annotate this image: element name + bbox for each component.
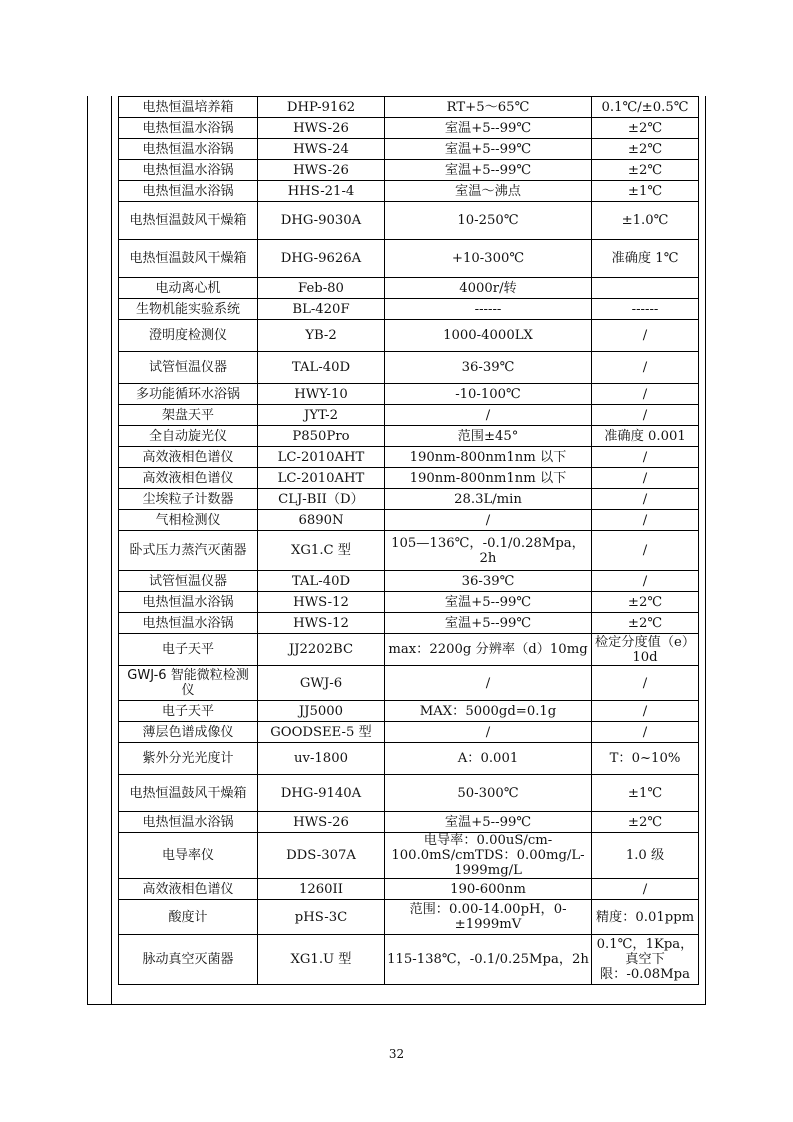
cell-name: 生物机能实验系统: [119, 299, 258, 320]
cell-name: 电子天平: [119, 701, 258, 722]
cell-accuracy: ±2℃: [592, 812, 699, 833]
cell-range: 室温+5--99℃: [385, 118, 592, 139]
cell-range: 1000-4000LX: [385, 320, 592, 352]
cell-accuracy: [592, 278, 699, 299]
cell-range: /: [385, 666, 592, 701]
cell-accuracy: /: [592, 531, 699, 571]
cell-name: 卧式压力蒸汽灭菌器: [119, 531, 258, 571]
cell-model: 1260II: [258, 879, 385, 900]
cell-model: XG1.C 型: [258, 531, 385, 571]
cell-name: 尘埃粒子计数器: [119, 489, 258, 510]
cell-model: GOODSEE-5 型: [258, 722, 385, 743]
cell-range: 36-39℃: [385, 571, 592, 592]
cell-model: JJ2202BC: [258, 634, 385, 666]
table-row: [119, 722, 699, 743]
cell-model: YB-2: [258, 320, 385, 352]
cell-accuracy: ±2℃: [592, 613, 699, 634]
cell-name: 电热恒温水浴锅: [119, 812, 258, 833]
cell-name: 高效液相色谱仪: [119, 879, 258, 900]
cell-range: -10-100℃: [385, 384, 592, 405]
cell-model: DDS-307A: [258, 833, 385, 879]
cell-range: 50-300℃: [385, 775, 592, 812]
cell-model: HWS-26: [258, 118, 385, 139]
table-row: [119, 812, 699, 833]
cell-range: 范围：0.00-14.00pH，0-±1999mV: [385, 900, 592, 935]
cell-range: /: [385, 405, 592, 426]
cell-range: 4000r/转: [385, 278, 592, 299]
table-row: [119, 468, 699, 489]
cell-accuracy: T：0~10%: [592, 743, 699, 775]
cell-name: 电热恒温水浴锅: [119, 592, 258, 613]
cell-model: 6890N: [258, 510, 385, 531]
table-row: [119, 447, 699, 468]
cell-accuracy: /: [592, 489, 699, 510]
cell-model: TAL-40D: [258, 352, 385, 384]
cell-name: 电热恒温鼓风干燥箱: [119, 775, 258, 812]
table-row: [119, 701, 699, 722]
cell-name: 气相检测仪: [119, 510, 258, 531]
cell-model: HWS-26: [258, 812, 385, 833]
cell-model: DHP-9162: [258, 97, 385, 118]
cell-accuracy: /: [592, 571, 699, 592]
cell-name: 酸度计: [119, 900, 258, 935]
cell-range: 36-39℃: [385, 352, 592, 384]
cell-range: 28.3L/min: [385, 489, 592, 510]
cell-range: 室温+5--99℃: [385, 139, 592, 160]
cell-accuracy: 精度：0.01ppm: [592, 900, 699, 935]
cell-model: JYT-2: [258, 405, 385, 426]
cell-name: 脉动真空灭菌器: [119, 935, 258, 985]
cell-model: HWY-10: [258, 384, 385, 405]
table-row: [119, 833, 699, 879]
table-row: [119, 592, 699, 613]
table-row: [119, 900, 699, 935]
cell-range: 范围±45°: [385, 426, 592, 447]
cell-range: /: [385, 722, 592, 743]
table-row: [119, 384, 699, 405]
cell-model: HWS-26: [258, 160, 385, 181]
cell-name: 高效液相色谱仪: [119, 468, 258, 489]
cell-range: 10-250℃: [385, 202, 592, 240]
cell-model: DHG-9626A: [258, 240, 385, 278]
table-row: [119, 634, 699, 666]
cell-accuracy: ±2℃: [592, 592, 699, 613]
cell-model: JJ5000: [258, 701, 385, 722]
cell-model: HWS-12: [258, 592, 385, 613]
cell-range: 室温+5--99℃: [385, 592, 592, 613]
cell-accuracy: ±2℃: [592, 139, 699, 160]
cell-accuracy: /: [592, 352, 699, 384]
cell-model: LC-2010AHT: [258, 468, 385, 489]
cell-model: LC-2010AHT: [258, 447, 385, 468]
table-row: [119, 97, 699, 118]
table-row: [119, 118, 699, 139]
cell-name: 电热恒温水浴锅: [119, 139, 258, 160]
cell-accuracy: 准确度 1℃: [592, 240, 699, 278]
table-row: [119, 613, 699, 634]
table-row: [119, 278, 699, 299]
cell-accuracy: 检定分度值（e）10d: [592, 634, 699, 666]
cell-accuracy: 0.1℃/±0.5℃: [592, 97, 699, 118]
cell-range: 105—136℃，-0.1/0.28Mpa，2h: [385, 531, 592, 571]
cell-range: 电导率：0.00uS/cm-100.0mS/cmTDS：0.00mg/L-1999mg/L: [385, 833, 592, 879]
cell-name: 电动离心机: [119, 278, 258, 299]
cell-range: MAX：5000gd=0.1g: [385, 701, 592, 722]
cell-range: RT+5～65℃: [385, 97, 592, 118]
cell-model: CLJ-BII（D）: [258, 489, 385, 510]
cell-model: XG1.U 型: [258, 935, 385, 985]
cell-name: 薄层色谱成像仪: [119, 722, 258, 743]
cell-range: 190nm-800nm1nm 以下: [385, 468, 592, 489]
table-row: [119, 510, 699, 531]
cell-model: GWJ-6: [258, 666, 385, 701]
cell-range: 室温+5--99℃: [385, 613, 592, 634]
cell-range: ------: [385, 299, 592, 320]
cell-name: 多功能循环水浴锅: [119, 384, 258, 405]
table-row: [119, 879, 699, 900]
cell-accuracy: /: [592, 701, 699, 722]
table-row: [119, 181, 699, 202]
cell-range: 室温+5--99℃: [385, 812, 592, 833]
equipment-table-body: [119, 97, 699, 985]
cell-name: 电子天平: [119, 634, 258, 666]
cell-range: 室温～沸点: [385, 181, 592, 202]
cell-range: /: [385, 510, 592, 531]
cell-model: DHG-9030A: [258, 202, 385, 240]
cell-name: 电热恒温水浴锅: [119, 118, 258, 139]
page-number: 32: [388, 1047, 405, 1061]
cell-accuracy: /: [592, 384, 699, 405]
cell-accuracy: /: [592, 405, 699, 426]
cell-name: 架盘天平: [119, 405, 258, 426]
cell-accuracy: 准确度 0.001: [592, 426, 699, 447]
cell-range: 190-600nm: [385, 879, 592, 900]
table-row: [119, 531, 699, 571]
cell-accuracy: /: [592, 468, 699, 489]
cell-model: P850Pro: [258, 426, 385, 447]
cell-accuracy: /: [592, 510, 699, 531]
cell-accuracy: /: [592, 879, 699, 900]
table-row: [119, 775, 699, 812]
table-row: [119, 743, 699, 775]
cell-accuracy: ±2℃: [592, 118, 699, 139]
cell-range: +10-300℃: [385, 240, 592, 278]
cell-accuracy: ------: [592, 299, 699, 320]
cell-name: 高效液相色谱仪: [119, 447, 258, 468]
cell-name: 电热恒温水浴锅: [119, 181, 258, 202]
table-row: [119, 352, 699, 384]
cell-model: HWS-12: [258, 613, 385, 634]
table-row: [119, 202, 699, 240]
table-row: [119, 935, 699, 985]
cell-name: 电热恒温鼓风干燥箱: [119, 240, 258, 278]
equipment-table: [118, 96, 699, 985]
table-row: [119, 139, 699, 160]
cell-accuracy: ±1℃: [592, 181, 699, 202]
cell-name: 试管恒温仪器: [119, 352, 258, 384]
cell-model: Feb-80: [258, 278, 385, 299]
cell-accuracy: /: [592, 320, 699, 352]
cell-accuracy: /: [592, 447, 699, 468]
cell-model: DHG-9140A: [258, 775, 385, 812]
cell-model: uv-1800: [258, 743, 385, 775]
cell-name: 电导率仪: [119, 833, 258, 879]
table-row: [119, 405, 699, 426]
cell-range: 190nm-800nm1nm 以下: [385, 447, 592, 468]
cell-model: TAL-40D: [258, 571, 385, 592]
cell-model: pHS-3C: [258, 900, 385, 935]
cell-model: BL-420F: [258, 299, 385, 320]
cell-model: HHS-21-4: [258, 181, 385, 202]
cell-range: max：2200g 分辨率（d）10mg: [385, 634, 592, 666]
cell-name: GWJ-6 智能微粒检测仪: [119, 666, 258, 701]
table-row: [119, 160, 699, 181]
cell-name: 试管恒温仪器: [119, 571, 258, 592]
table-row: [119, 240, 699, 278]
cell-name: 紫外分光光度计: [119, 743, 258, 775]
cell-accuracy: ±1.0℃: [592, 202, 699, 240]
cell-accuracy: /: [592, 666, 699, 701]
cell-name: 电热恒温培养箱: [119, 97, 258, 118]
table-row: [119, 426, 699, 447]
cell-accuracy: ±2℃: [592, 160, 699, 181]
cell-range: 115-138℃，-0.1/0.25Mpa，2h: [385, 935, 592, 985]
cell-accuracy: 1.0 级: [592, 833, 699, 879]
table-row: [119, 666, 699, 701]
cell-range: 室温+5--99℃: [385, 160, 592, 181]
cell-range: A：0.001: [385, 743, 592, 775]
table-row: [119, 299, 699, 320]
table-row: [119, 489, 699, 510]
cell-name: 电热恒温鼓风干燥箱: [119, 202, 258, 240]
cell-accuracy: /: [592, 722, 699, 743]
cell-accuracy: 0.1℃，1Kpa，真空下限：-0.08Mpa: [592, 935, 699, 985]
cell-name: 澄明度检测仪: [119, 320, 258, 352]
left-column-divider: [111, 96, 112, 1004]
cell-accuracy: ±1℃: [592, 775, 699, 812]
table-row: [119, 571, 699, 592]
cell-model: HWS-24: [258, 139, 385, 160]
table-row: [119, 320, 699, 352]
cell-name: 电热恒温水浴锅: [119, 160, 258, 181]
cell-name: 全自动旋光仪: [119, 426, 258, 447]
cell-name: 电热恒温水浴锅: [119, 613, 258, 634]
